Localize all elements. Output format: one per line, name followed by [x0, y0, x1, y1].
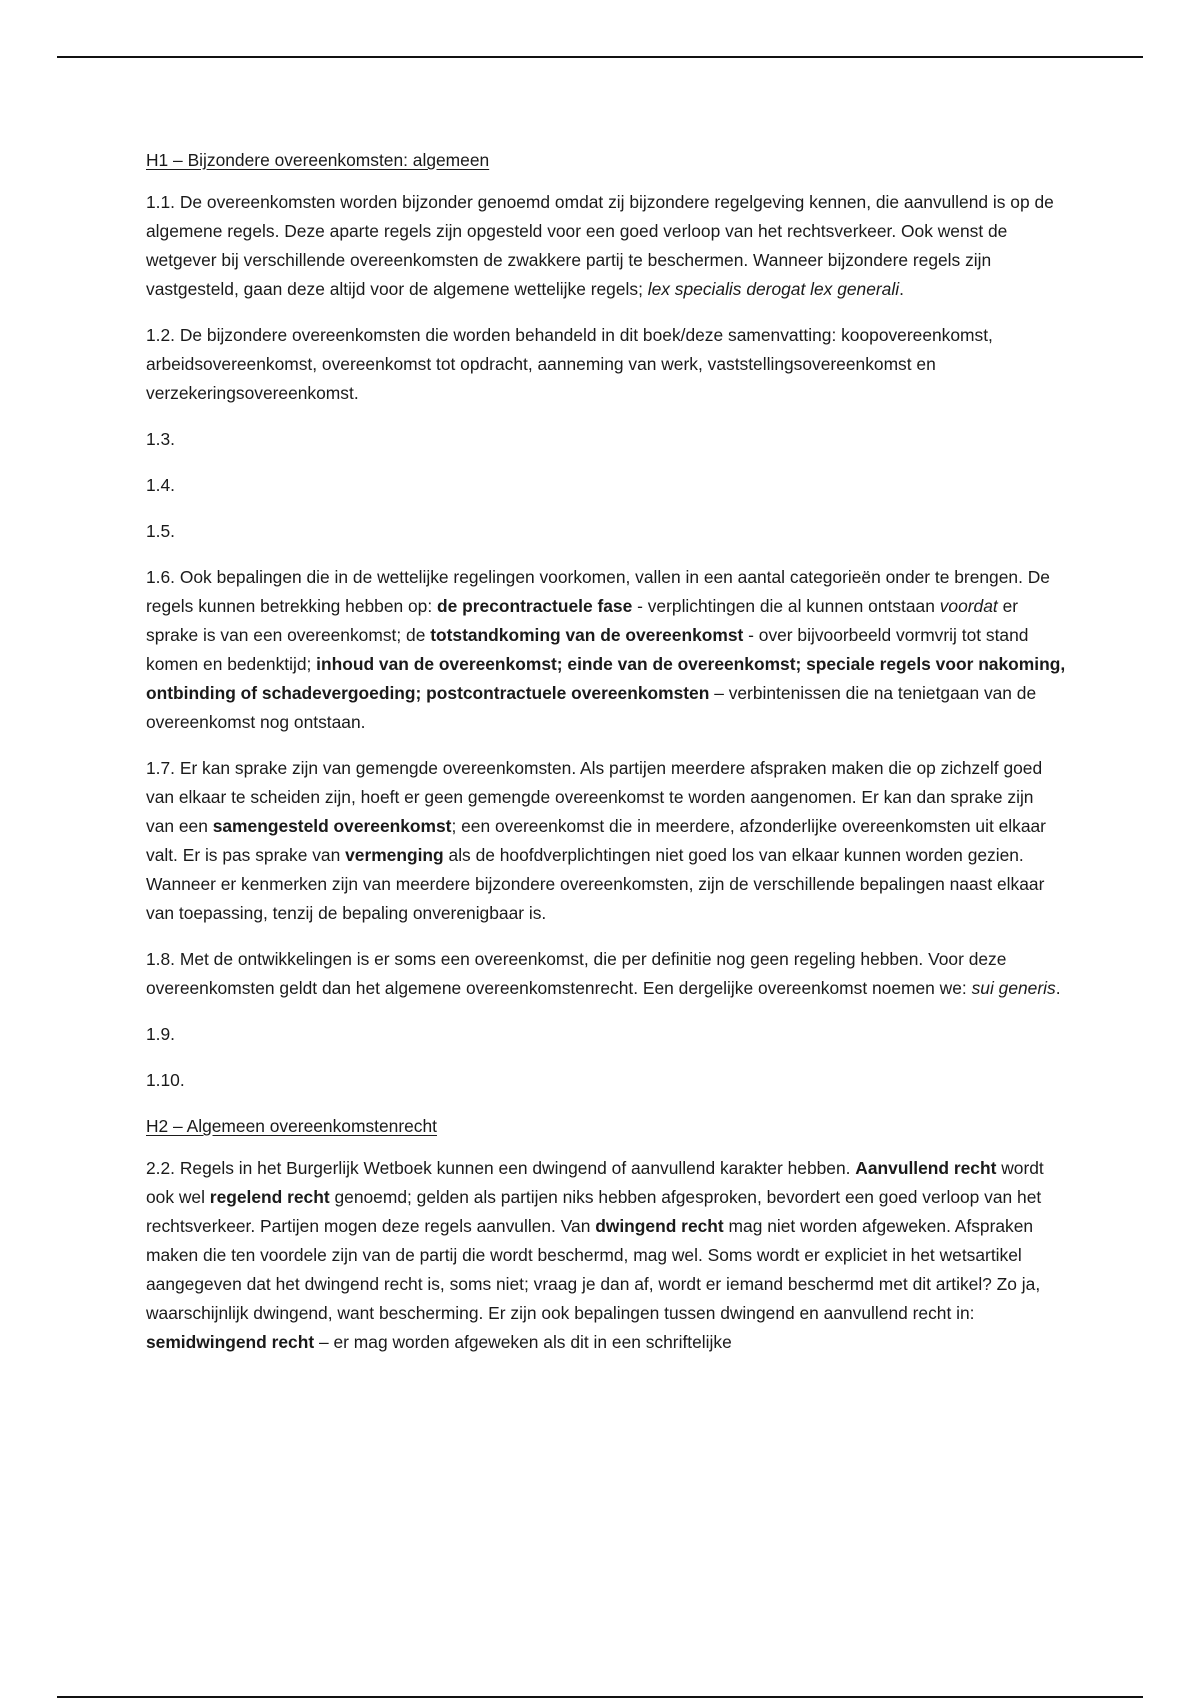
- paragraph-1-3: 1.3.: [146, 429, 176, 449]
- section-heading-h1: H1 – Bijzondere overeenkomsten: algemeen: [146, 150, 490, 170]
- bold-term: dwingend recht: [595, 1216, 724, 1236]
- bold-term: Aanvullend recht: [855, 1158, 997, 1178]
- paragraph-text: als de hoofdverplichtingen niet goed los van elkaar kunnen worden gezien. Wanneer er kenmerken zijn van meerdere bijzondere overeenkomsten, zijn de verschillende bepalingen naast elkaar van toepassing, tenzij de bepaling onverenigbaar is.: [146, 845, 1045, 923]
- paragraph-text: 1.8. Met de ontwikkelingen is er soms een overeenkomst, die per definitie nog geen regeling hebben. Voor deze overeenkomsten geldt dan het algemene overeenkomstenrecht. Een dergelijke overeenkomst noemen we:: [146, 949, 1007, 998]
- italic-term: lex specialis derogat lex generali: [647, 279, 900, 299]
- paragraph-1-6: [146, 563, 1066, 737]
- paragraph-text: 1.6. Ook bepalingen die in de wettelijke regelingen voorkomen, vallen in een aantal categorieën onder te brengen. De regels kunnen betrekking hebben op:: [146, 567, 1050, 616]
- paragraph-1-4: 1.4.: [146, 475, 176, 495]
- paragraph-text: – verbintenissen die na tenietgaan van de overeenkomst nog ontstaan.: [146, 683, 1037, 732]
- paragraph-2-2: [146, 1154, 1066, 1357]
- paragraph-1-7: [146, 754, 1066, 928]
- document-body: [146, 146, 1066, 1374]
- paragraph-1-8: [146, 945, 1066, 1003]
- paragraph-text: 1.7. Er kan sprake zijn van gemengde overeenkomsten. Als partijen meerdere afspraken maken die op zichzelf goed van elkaar te scheiden zijn, hoeft er geen gemengde overeenkomst te worden aangenomen. Er kan dan sprake zijn van een: [146, 758, 1043, 836]
- paragraph-text: genoemd; gelden als partijen niks hebben afgesproken, bevordert een goed verloop van het rechtsverkeer. Partijen mogen deze regels aanvullen. Van: [146, 1187, 1042, 1236]
- italic-term: sui generis: [971, 978, 1056, 998]
- paragraph-end: .: [1055, 978, 1061, 998]
- paragraph-end: .: [899, 279, 904, 299]
- paragraph-text: ; een overeenkomst die in meerdere, afzonderlijke overeenkomsten uit elkaar valt. Er is pas sprake van: [146, 816, 1046, 865]
- italic-term: voordat: [939, 596, 998, 616]
- bold-term: regelend recht: [209, 1187, 330, 1207]
- paragraph-1-1: [146, 188, 1066, 304]
- top-divider: [57, 56, 1143, 58]
- paragraph-1-9: 1.9.: [146, 1024, 176, 1044]
- paragraph-1-10: 1.10.: [146, 1070, 185, 1090]
- bold-term: de precontractuele fase: [437, 596, 633, 616]
- paragraph-text: wordt ook wel: [146, 1158, 1044, 1207]
- bold-term: semidwingend recht: [146, 1332, 315, 1352]
- paragraph-text: 1.1. De overeenkomsten worden bijzonder genoemd omdat zij bijzondere regelgeving kennen, die aanvullend is op de algemene regels. Deze aparte regels zijn opgesteld voor een goed verloop van het rechtsverkeer. Ook wenst de wetgever bij verschillende overeenkomsten de zwakkere partij te beschermen. Wanneer bijzondere regels zijn vastgesteld, gaan deze altijd voor de algemene wettelijke regels;: [146, 192, 1054, 299]
- paragraph-1-5: 1.5.: [146, 521, 176, 541]
- paragraph-1-2: 1.2. De bijzondere overeenkomsten die worden behandeld in dit boek/deze samenvatting: koopovereenkomst, arbeidsovereenkomst, overeenkomst tot opdracht, aanneming van werk, vaststellingsovereenkomst en verzekeringsovereenkomst.: [146, 325, 993, 403]
- paragraph-text: - over bijvoorbeeld vormvrij tot stand komen en bedenktijd;: [146, 625, 1029, 674]
- paragraph-text: - verplichtingen die al kunnen ontstaan: [632, 596, 940, 616]
- section-heading-h2: H2 – Algemeen overeenkomstenrecht: [146, 1116, 437, 1136]
- bold-term: samengesteld overeenkomst: [212, 816, 452, 836]
- paragraph-text: 2.2. Regels in het Burgerlijk Wetboek kunnen een dwingend of aanvullend karakter hebben.: [146, 1158, 856, 1178]
- bottom-divider: [57, 1696, 1143, 1698]
- bold-term: totstandkoming van de overeenkomst: [430, 625, 744, 645]
- paragraph-text: mag niet worden afgeweken. Afspraken maken die ten voordele zijn van de partij die wordt beschermd, mag wel. Soms wordt er expliciet in het wetsartikel aangegeven dat het dwingend recht is, soms niet; vraag je dan af, wordt er iemand beschermd met dit artikel? Zo ja, waarschijnlijk dwingend, want bescherming. Er zijn ook bepalingen tussen dwingend en aanvullend recht in:: [146, 1216, 1041, 1323]
- bold-term: vermenging: [345, 845, 444, 865]
- bold-term: inhoud van de overeenkomst; einde van de overeenkomst; speciale regels voor nakoming, ontbinding of schadevergoeding; postcontractuele overeenkomsten: [146, 654, 1066, 703]
- paragraph-text: er sprake is van een overeenkomst; de: [146, 596, 1019, 645]
- paragraph-text: – er mag worden afgeweken als dit in een schriftelijke: [314, 1332, 732, 1352]
